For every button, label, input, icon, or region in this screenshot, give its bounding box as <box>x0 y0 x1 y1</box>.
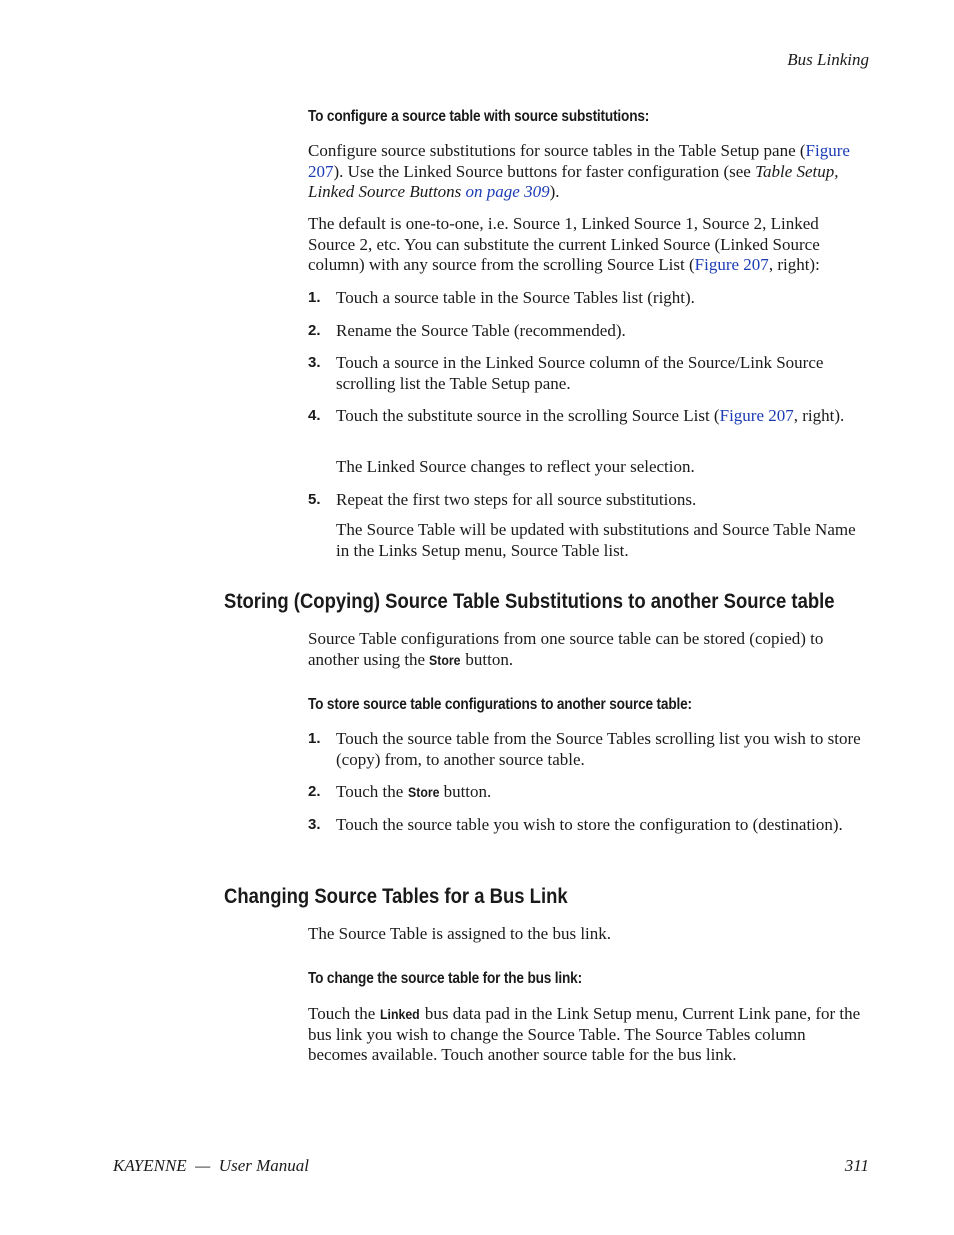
section-heading-changing: Changing Source Tables for a Bus Link <box>224 885 568 908</box>
step-item <box>308 490 868 511</box>
procedure-heading-change: To change the source table for the bus link: <box>308 970 582 987</box>
step-text: Touch a source table in the Source Tables list (right). <box>336 288 695 307</box>
step-number: 1. <box>308 730 321 747</box>
store-button-label: Store <box>429 651 461 668</box>
text-run: ). <box>549 182 560 201</box>
paragraph-store-intro <box>308 629 868 670</box>
footer-page-number: 311 <box>844 1156 869 1175</box>
text-run: Touch the <box>308 1004 380 1023</box>
paragraph-source-table-assigned: The Source Table is assigned to the bus link. <box>308 924 612 943</box>
step-item <box>308 815 868 836</box>
linked-button-label: Linked <box>379 1006 420 1022</box>
step-item <box>308 729 868 770</box>
step-item <box>308 321 868 342</box>
figure-207-link[interactable]: Figure 207 <box>719 406 794 425</box>
step-number: 3. <box>308 354 321 371</box>
footer-manual-title: KAYENNE — User Manual <box>113 1156 309 1175</box>
procedure-heading-configure: To configure a source table with source substitutions: <box>308 108 650 125</box>
text-run: ). Use the Linked Source buttons for faster configuration (see <box>333 161 756 181</box>
figure-207-link[interactable]: Figure 207 <box>308 141 850 181</box>
text-run: The default is one-to-one, i.e. Source 1, Linked Source 1, Source 2, Linked Source 2, etc. You can substitute the current Linked Source (Linked Source column) with any source from the scrolling Source List ( <box>308 214 820 274</box>
text-run: Source Table configurations from one source table can be stored (copied) to another using the <box>308 629 824 669</box>
store-button-label: Store <box>407 784 440 800</box>
text-run: , right). <box>793 406 845 425</box>
text-run: Configure source substitutions for source tables in the Table Setup pane ( <box>308 141 806 160</box>
step-number: 1. <box>308 289 321 306</box>
step-text <box>336 406 868 427</box>
step-text: Touch a source in the Linked Source column of the Source/Link Source scrolling list the Table Setup pane. <box>336 353 824 393</box>
text-run: Touch the substitute source in the scrolling Source List ( <box>336 406 720 425</box>
step-item <box>308 353 868 394</box>
page-309-link[interactable]: on page 309 <box>465 182 550 201</box>
step-number: 3. <box>308 816 321 833</box>
step-text: Rename the Source Table (recommended). <box>336 321 626 340</box>
text-run: , right): <box>768 255 820 274</box>
step-note-text: The Linked Source changes to reflect your selection. <box>336 457 695 476</box>
step-note-text: The Source Table will be updated with substitutions and Source Table Name in the Links Setup menu, Source Table list. <box>336 520 856 560</box>
step-note <box>308 457 868 478</box>
step-note <box>308 520 868 561</box>
text-run: bus data pad in the Link Setup menu, Current Link pane, for the bus link you wish to change the Source Table. The Source Tables column becomes available. Touch another source table for the bus link. <box>308 1004 861 1064</box>
section-heading-storing: Storing (Copying) Source Table Substitutions to another Source table <box>224 590 835 613</box>
step-number: 2. <box>308 322 321 339</box>
step-number: 2. <box>308 783 321 800</box>
step-text: Touch the source table you wish to store the configuration to (destination). <box>336 815 843 834</box>
step-item <box>308 288 868 309</box>
step-number: 5. <box>308 491 321 508</box>
procedure-heading-store: To store source table configurations to another source table: <box>308 696 692 713</box>
step-text: Touch the source table from the Source Tables scrolling list you wish to store (copy) from, to another source table. <box>336 729 861 769</box>
paragraph-default-mapping <box>308 214 868 276</box>
text-run: Touch the <box>336 782 408 801</box>
running-head: Bus Linking <box>787 50 869 69</box>
text-run: button. <box>461 649 514 669</box>
paragraph-configure-intro <box>308 141 868 203</box>
cross-ref-title: Table Setup, Linked Source Buttons <box>308 161 839 201</box>
step-text: Repeat the first two steps for all source substitutions. <box>336 490 697 509</box>
step-number: 4. <box>308 407 321 424</box>
text-run: button. <box>439 782 492 801</box>
figure-207-link[interactable]: Figure 207 <box>694 255 769 274</box>
step-text <box>336 782 868 803</box>
paragraph-change-instructions <box>308 1004 868 1066</box>
step-item <box>308 782 868 803</box>
step-item <box>308 406 868 427</box>
